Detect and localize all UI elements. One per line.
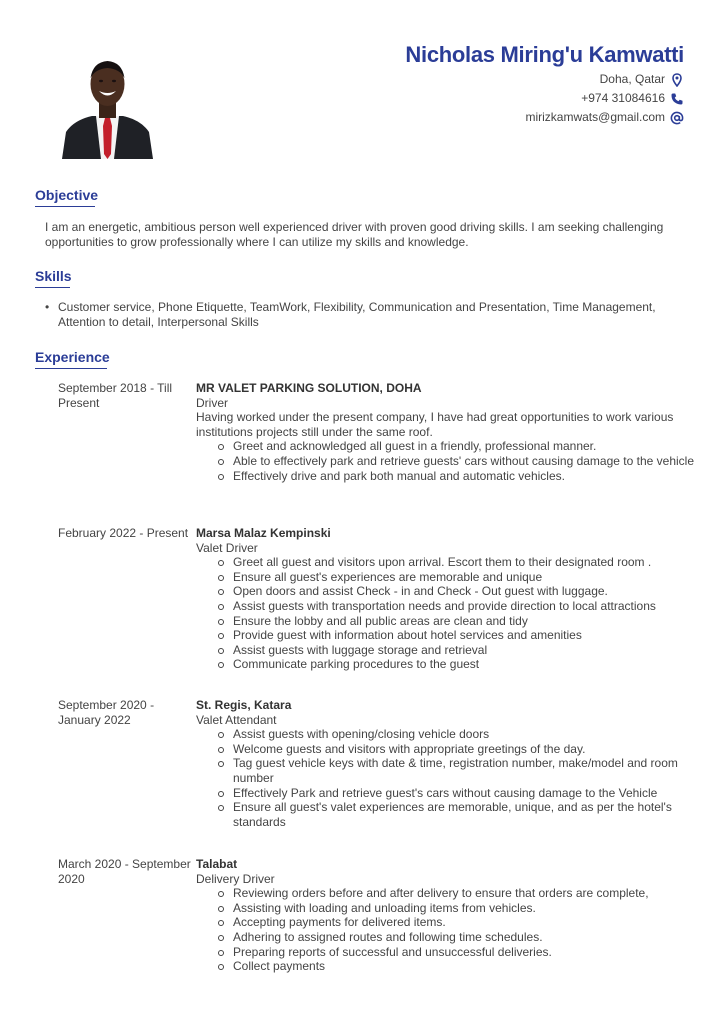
skills-heading [35, 268, 72, 288]
email-line [405, 108, 684, 127]
section-underline [35, 287, 70, 288]
phone-icon [670, 92, 684, 106]
job-bullets [218, 886, 698, 974]
list-item: Effectively drive and park both manual and automatic vehicles. [218, 469, 698, 484]
job-company: Marsa Malaz Kempinski [196, 526, 331, 540]
profile-photo [60, 54, 155, 159]
job-summary: Having worked under the present company, I have had great opportunities to work various institutions projects still under the same roof. [196, 410, 674, 439]
list-item: Assist guests with luggage storage and retrieval [218, 643, 698, 658]
job-company: MR VALET PARKING SOLUTION, DOHA [196, 381, 422, 395]
job-role: Delivery Driver [196, 871, 275, 886]
contact-header [405, 40, 684, 127]
list-item: Assisting with loading and unloading items from vehicles. [218, 901, 698, 916]
job-bullets [218, 439, 698, 483]
list-item: Provide guest with information about hotel services and amenities [218, 628, 698, 643]
job-company: St. Regis, Katara [196, 698, 292, 712]
experience-heading [35, 349, 110, 369]
list-item: Tag guest vehicle keys with date & time, registration number, make/model and room number [218, 756, 698, 785]
list-item: Reviewing orders before and after delivery to ensure that orders are complete, [218, 886, 698, 901]
list-item: Effectively Park and retrieve guest's cars without causing damage to the Vehicle [218, 786, 698, 801]
objective-text: I am an energetic, ambitious person well experienced driver with proven good driving skills. I am seeking challenging opportunities to grow professionally where I can utilize my skills and knowledge. [45, 220, 664, 249]
phone-text: +974 31084616 [581, 91, 665, 105]
objective-title: Objective [35, 187, 99, 203]
location-pin-icon [670, 73, 684, 87]
at-sign-icon [670, 111, 684, 125]
job-bullets [218, 727, 698, 829]
experience-entry [58, 698, 698, 829]
experience-entry [58, 381, 698, 483]
list-item: Collect payments [218, 959, 698, 974]
list-item: Adhering to assigned routes and following time schedules. [218, 930, 698, 945]
email-text[interactable]: mirizkamwats@gmail.com [525, 110, 665, 124]
list-item: Communicate parking procedures to the guest [218, 657, 698, 672]
candidate-name: Nicholas Miring'u Kamwatti [405, 42, 684, 67]
list-item: Able to effectively park and retrieve guests' cars without causing damage to the vehicle [218, 454, 698, 469]
list-item: Ensure all guest's valet experiences are memorable, unique, and as per the hotel's standards [218, 800, 698, 829]
skills-title: Skills [35, 268, 72, 284]
list-item: Assist guests with transportation needs and provide direction to local attractions [218, 599, 698, 614]
objective-heading [35, 187, 98, 207]
list-item: Greet and acknowledged all guest in a friendly, professional manner. [218, 439, 698, 454]
experience-entry [58, 526, 698, 672]
list-item: Ensure all guest's experiences are memorable and unique [218, 570, 698, 585]
job-role: Driver [196, 395, 228, 410]
list-item: Welcome guests and visitors with appropriate greetings of the day. [218, 742, 698, 757]
list-item: Preparing reports of successful and unsuccessful deliveries. [218, 945, 698, 960]
experience-entry [58, 857, 698, 974]
list-item: Open doors and assist Check - in and Check - Out guest with luggage. [218, 584, 698, 599]
job-role: Valet Driver [196, 540, 258, 555]
job-company: Talabat [196, 857, 238, 871]
skills-list [45, 300, 695, 330]
job-role: Valet Attendant [196, 712, 277, 727]
job-dates: March 2020 - September 2020 [58, 857, 191, 886]
location-text: Doha, Qatar [599, 72, 665, 86]
phone-line [405, 89, 684, 108]
section-underline [35, 368, 107, 369]
job-dates: September 2018 - Till Present [58, 381, 173, 410]
list-item: Greet all guest and visitors upon arrival. Escort them to their designated room . [218, 555, 698, 570]
job-dates: September 2020 - January 2022 [58, 698, 155, 727]
experience-title: Experience [35, 349, 110, 365]
location-line [405, 70, 684, 89]
list-item: Accepting payments for delivered items. [218, 915, 698, 930]
job-bullets [218, 555, 698, 672]
job-dates: February 2022 - Present [58, 526, 189, 540]
section-underline [35, 206, 95, 207]
list-item: Assist guests with opening/closing vehicle doors [218, 727, 698, 742]
skill-item: • Customer service, Phone Etiquette, TeamWork, Flexibility, Communication and Presentation, Time Management, Attention to detail, Interpersonal Skills [45, 300, 695, 330]
list-item: Ensure the lobby and all public areas are clean and tidy [218, 614, 698, 629]
